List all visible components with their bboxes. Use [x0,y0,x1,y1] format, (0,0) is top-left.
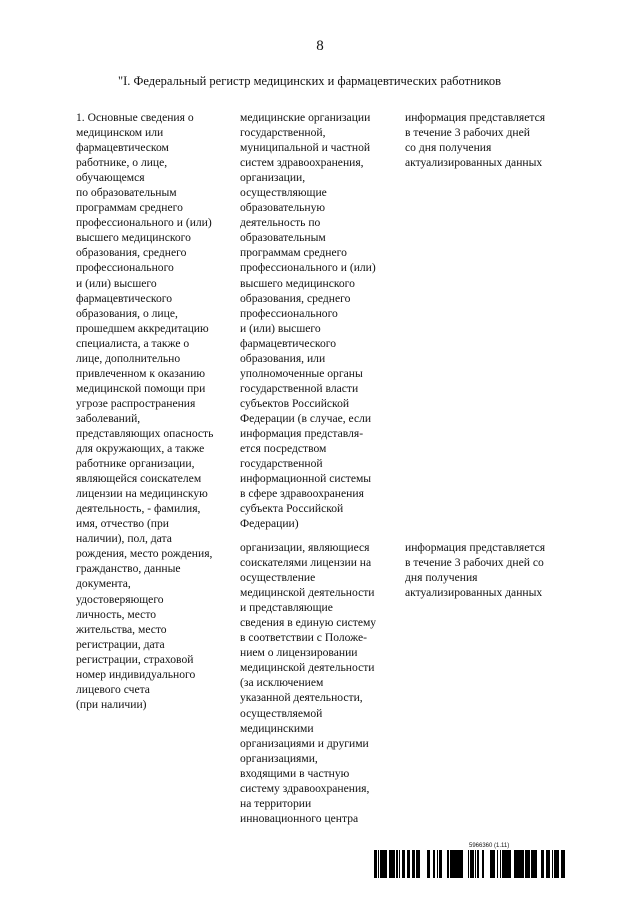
row2-col3-deadline: информация представляется в течение 3 рабочих дней со дня получения актуализированных данных [405,541,546,600]
row1-col3-deadline: информация представляется в течение 3 рабочих дней со дня получения актуализированных данных [405,111,546,170]
barcode-image [374,850,569,878]
row1-col1-info-description: 1. Основные сведения о медицинском или фармацевтическом работнике, о лице, обучающемся по образовательным программам среднего профессионального и (или) высшего медицинского образования, среднего профессионального и (или) высшего фармацевтического образования, о лице, прошедшем аккредитацию специалиста, а также о лице, дополнительно привлеченном к оказанию медицинской помощи при угрозе распространения заболеваний, представляющих опасность для окружающих, а также работнике организации, являющейся соискателем лицензии на медицинскую деятельность, - фамилия, имя, отчество (при наличии), пол, дата рождения, место рождения, гражданство, данные документа, удостоверяющего личность, место жительства, место регистрации, дата регистрации, страховой номер индивидуального лицевого счета (при наличии) [76,111,214,711]
barcode-label: 5966360 (1.11) [469,843,510,849]
row1-col2-providers: медицинские организации государственной, муниципальной и частной систем здравоохранения, организации, осуществляющие образовательную деятельность по образовательным программам среднего профессионального и (или) высшего медицинского образования, среднего профессионального и (или) высшего фармацевтического образования, или уполномоченные органы государственной власти субъектов Российской Федерации (в случае, если информация представля- ется посредством государственной информационной системы в сфере здравоохранения субъекта Российской Федерации) [240,111,376,531]
section-title: "I. Федеральный регистр медицинских и фармацевтических работников [118,74,502,88]
page-number: 8 [316,38,324,54]
row2-col2-providers: организации, являющиеся соискателями лицензии на осуществление медицинской деятельности и представляющие сведения в единую систему в соответствии с Положе- нием о лицензировании медицинской деятельности (за исключением указанной деятельности, осуществляемой медицинскими организациями и другими организациями, входящими в частную систему здравоохранения, на территории инновационного центра [240,541,377,825]
